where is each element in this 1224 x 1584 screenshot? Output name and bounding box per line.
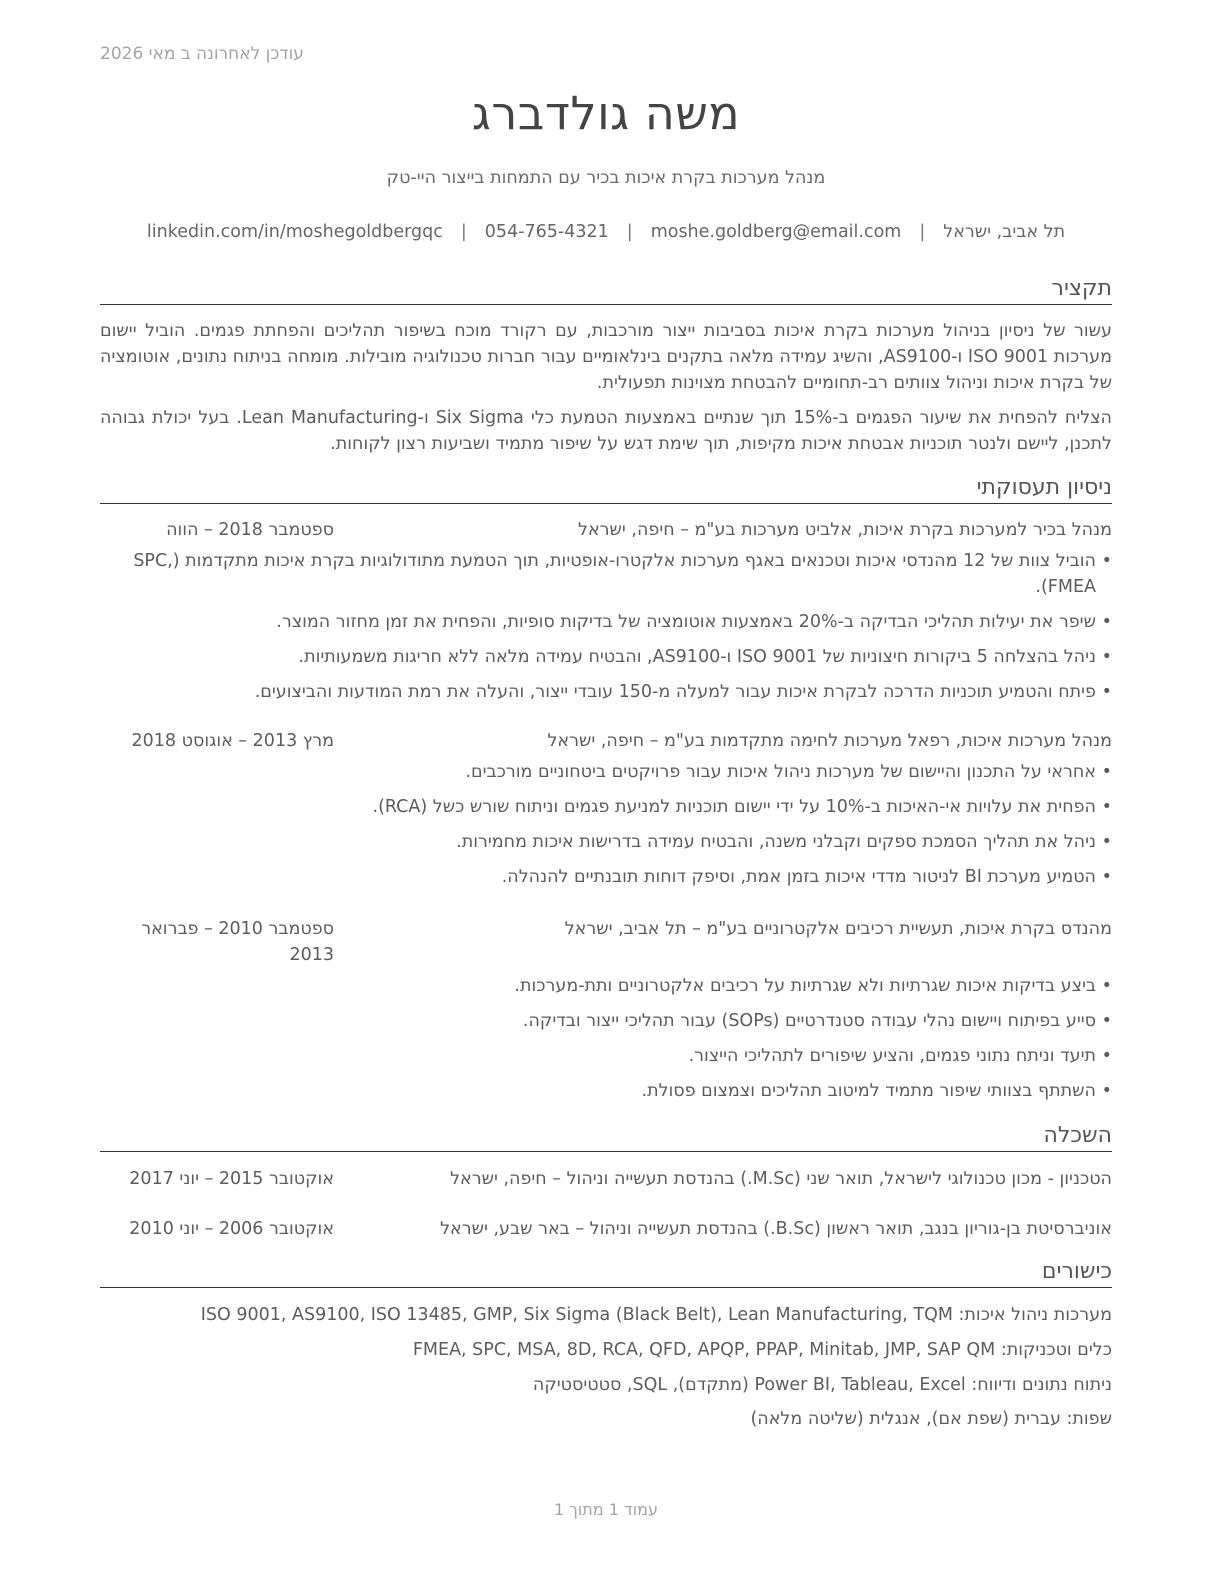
skill-line: כלים וטכניקות: FMEA, SPC, MSA, 8D, RCA, QFD, APQP, PPAP, Minitab, JMP, SAP QM	[412, 1340, 1112, 1360]
job-dates: ספטמבר 2018 – הווה	[166, 520, 334, 540]
skill-line: שפות: עברית (שפת אם), אנגלית (שליטה מלאה)	[750, 1409, 1112, 1429]
section-title-education: השכלה	[100, 1122, 1112, 1152]
section-title-summary: תקציר	[100, 275, 1112, 305]
list-item: • הפחית את עלויות אי-האיכות ב-10% על ידי יישום תוכניות למניעת פגמים וניתוח שורש כשל (RCA).	[372, 797, 1112, 817]
summary-paragraph: עשור של ניסיון בניהול מערכות בקרת איכות בסביבות ייצור מורכבות, עם רקורד מוכח בשיפור תהליכים והפחתת פגמים. הוביל יישום מערכות ISO 9001 ו-AS9100, והשיג עמידה מלאה בתקנים בינלאומיים עבור חברות טכנולוגיה מובילות. מומחה בניתוח נתונים, אוטומציה של בקרת איכות וניהול צוותים רב-תחומיים להבטחת מצוינות תפעולית.	[100, 321, 1112, 393]
resume-page	[100, 0, 1112, 1584]
job-bullet-list	[100, 759, 1112, 899]
page-number: עמוד 1 מתוך 1	[554, 1500, 658, 1519]
list-item: • תיעד וניתח נתוני פגמים, והציע שיפורים לתהליכי הייצור.	[688, 1046, 1112, 1066]
skill-line: ניתוח נתונים ודיווח: Power BI, Tableau, Excel (מתקדם), SQL, סטטיסטיקה	[532, 1375, 1112, 1395]
list-item: • שיפר את יעילות תהליכי הבדיקה ב-20% באמצעות אוטומציה של בדיקות סופיות, והפחית את זמן מחזור המוצר.	[276, 612, 1112, 632]
list-item: • הוביל צוות של 12 מהנדסי איכות וטכנאים באגף מערכות אלקטרו-אופטיות, תוך הטמעת מתודולוגיות בקרת איכות מתקדמות (SPC, FMEA).	[133, 551, 1112, 597]
section-title-skills: כישורים	[100, 1258, 1112, 1288]
job-bullet-list	[100, 548, 1112, 714]
contact-location: תל אביב, ישראל	[943, 222, 1066, 242]
list-item: • פיתח והטמיע תוכניות הדרכה לבקרת איכות עבור למעלה מ-150 עובדי ייצור, והעלה את רמת המודעות והביצועים.	[254, 682, 1112, 702]
candidate-headline: מנהל מערכות בקרת איכות בכיר עם התמחות בייצור היי-טק	[386, 168, 826, 188]
contact-linkedin[interactable]: linkedin.com/in/moshegoldbergqc	[146, 222, 443, 242]
list-item: • הטמיע מערכת BI לניטור מדדי איכות בזמן אמת, וסיפק דוחות תובנתיים להנהלה.	[501, 867, 1112, 887]
job-dates: מרץ 2013 – אוגוסט 2018	[131, 731, 334, 751]
education-dates: אוקטובר 2006 – יוני 2010	[129, 1219, 334, 1239]
education-dates: אוקטובר 2015 – יוני 2017	[129, 1169, 334, 1189]
list-item: • השתתף בצוותי שיפור מתמיד למיטוב תהליכים וצמצום פסולת.	[641, 1081, 1112, 1101]
education-degree: הטכניון - מכון טכנולוגי לישראל, תואר שני (M.Sc.) בהנדסת תעשייה וניהול – חיפה, ישראל	[450, 1169, 1112, 1189]
skill-line: מערכות ניהול איכות: ISO 9001, AS9100, ISO 13485, GMP, Six Sigma (Black Belt), Lean Manufacturing, TQM	[200, 1305, 1112, 1325]
contact-separator: |	[460, 222, 467, 242]
job-title: מנהל מערכות איכות, רפאל מערכות לחימה מתקדמות בע"מ – חיפה, ישראל	[547, 731, 1112, 751]
last-updated-note: עודכן לאחרונה ב מאי 2026	[100, 44, 304, 64]
list-item: • סייע בפיתוח ויישום נהלי עבודה סטנדרטיים (SOPs) עבור תהליכי ייצור ובדיקה.	[522, 1011, 1112, 1031]
education-degree: אוניברסיטת בן-גוריון בנגב, תואר ראשון (B.Sc.) בהנדסת תעשייה וניהול – באר שבע, ישראל	[440, 1219, 1112, 1239]
contact-phone[interactable]: 054-765-4321	[484, 222, 609, 242]
list-item: • ניהל בהצלחה 5 ביקורות חיצוניות של ISO 9001 ו-AS9100, והבטיח עמידה מלאה ללא חריגות משמעותיות.	[298, 647, 1112, 667]
list-item: • ביצע בדיקות איכות שגרתיות ולא שגרתיות על רכיבים אלקטרוניים ותת-מערכות.	[514, 976, 1112, 996]
contact-separator: |	[626, 222, 633, 242]
job-title: מנהל בכיר למערכות בקרת איכות, אלביט מערכות בע"מ – חיפה, ישראל	[578, 520, 1112, 540]
section-title-experience: ניסיון תעסוקתי	[100, 474, 1112, 504]
job-dates: ספטמבר 2010 – פברואר 2013	[141, 919, 334, 965]
job-bullet-list	[100, 973, 1112, 1113]
contact-line	[100, 222, 1112, 242]
contact-email[interactable]: moshe.goldberg@email.com	[650, 222, 902, 242]
job-title: מהנדס בקרת איכות, תעשיית רכיבים אלקטרוניים בע"מ – תל אביב, ישראל	[564, 919, 1112, 939]
list-item: • ניהל את תהליך הסמכת ספקים וקבלני משנה, והבטיח עמידה בדרישות איכות מחמירות.	[456, 832, 1112, 852]
candidate-name: משה גולדברג	[471, 86, 741, 140]
list-item: • אחראי על התכנון והיישום של מערכות ניהול איכות עבור פרויקטים ביטחוניים מורכבים.	[465, 762, 1112, 782]
summary-paragraph: הצליח להפחית את שיעור הפגמים ב-15% תוך שנתיים באמצעות הטמעת כלי Six Sigma ו-Lean Manufacturing. בעל יכולת גבוהה לתכנן, ליישם ולנטר תוכניות אבטחת איכות מקיפות, תוך שימת דגש על שיפור מתמיד ושביעות רצון לקוחות.	[100, 408, 1112, 454]
contact-separator: |	[919, 222, 926, 242]
